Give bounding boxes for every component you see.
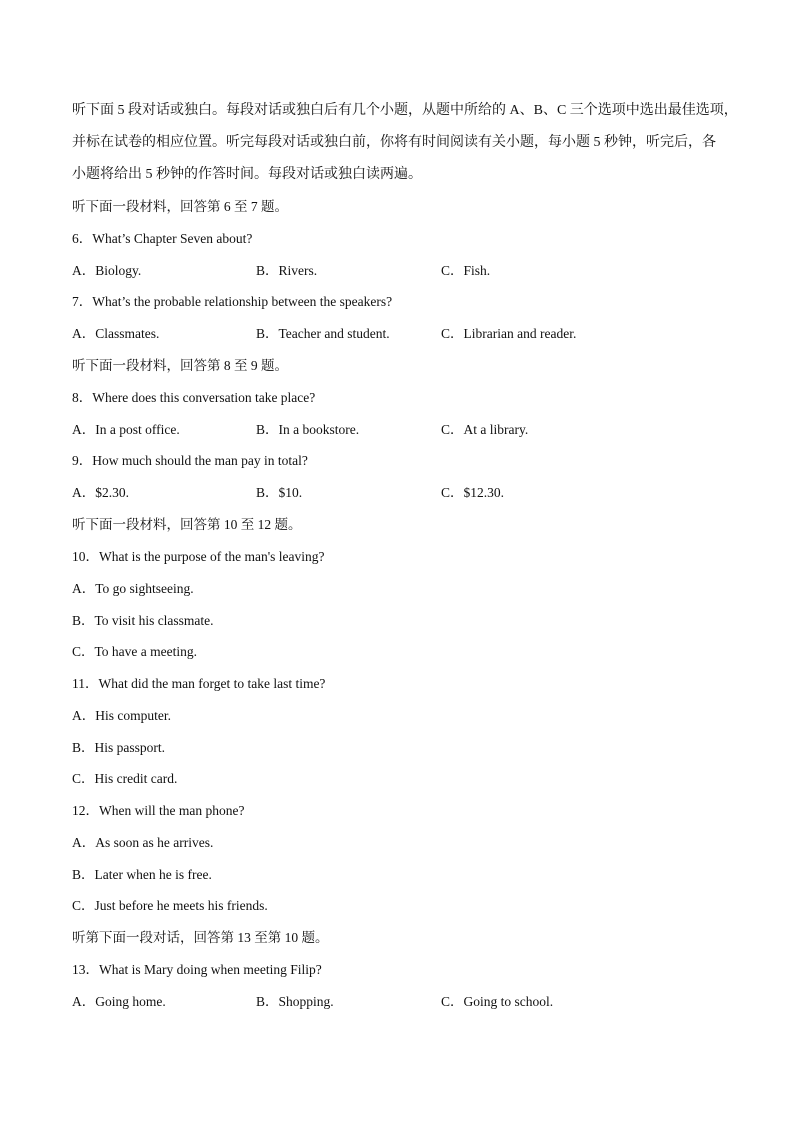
question-12: 12．When will the man phone?: [72, 803, 245, 818]
question-9: 9．How much should the man pay in total?: [72, 453, 308, 468]
question-10: 10．What is the purpose of the man's leaving?: [72, 549, 325, 564]
q13-option-a: A．Going home.: [72, 994, 166, 1009]
q6-option-b: B．Rivers.: [256, 263, 318, 278]
instructions-line-2: 并标在试卷的相应位置。听完每段对话或独白前，你将有时间阅读有关小题，每小题 5 秒钟，听完后，各: [72, 135, 716, 150]
q12-option-c: C．Just before he meets his friends.: [72, 898, 268, 913]
question-6: 6．What’s Chapter Seven about?: [72, 231, 253, 246]
q9-option-b: B．$10.: [256, 485, 303, 500]
section-heading-10-12: 听下面一段材料，回答第 10 至 12 题。: [72, 517, 302, 532]
question-13: 13．What is Mary doing when meeting Filip?: [72, 962, 322, 977]
q7-option-c: C．Librarian and reader.: [441, 326, 577, 341]
instructions-line-1: 听下面 5 段对话或独白。每段对话或独白后有几个小题，从题中所给的 A、B、C 三个选项中选出最佳选项，: [72, 103, 738, 118]
section-heading-6-7: 听下面一段材料，回答第 6 至 7 题。: [72, 199, 288, 214]
question-7: 7．What’s the probable relationship between the speakers?: [72, 294, 393, 309]
q11-option-c: C．His credit card.: [72, 771, 178, 786]
q9-option-a: A．$2.30.: [72, 485, 129, 500]
q8-option-b: B．In a bookstore.: [256, 422, 360, 437]
section-heading-13: 听第下面一段对话，回答第 13 至第 10 题。: [72, 930, 329, 945]
question-11: 11．What did the man forget to take last time?: [72, 676, 326, 691]
q8-option-c: C．At a library.: [441, 422, 529, 437]
q13-option-b: B．Shopping.: [256, 994, 334, 1009]
q10-option-c: C．To have a meeting.: [72, 644, 198, 659]
q10-option-b: B．To visit his classmate.: [72, 613, 214, 628]
q7-option-b: B．Teacher and student.: [256, 326, 390, 341]
q9-option-c: C．$12.30.: [441, 485, 505, 500]
q12-option-a: A．As soon as he arrives.: [72, 835, 214, 850]
q12-option-b: B．Later when he is free.: [72, 867, 212, 882]
q6-option-a: A．Biology.: [72, 263, 142, 278]
instructions-line-3: 小题将给出 5 秒钟的作答时间。每段对话或独白读两遍。: [72, 167, 422, 182]
q10-option-a: A．To go sightseeing.: [72, 581, 194, 596]
section-heading-8-9: 听下面一段材料，回答第 8 至 9 题。: [72, 358, 288, 373]
q8-option-a: A．In a post office.: [72, 422, 180, 437]
q11-option-a: A．His computer.: [72, 708, 171, 723]
q6-option-c: C．Fish.: [441, 263, 491, 278]
question-8: 8．Where does this conversation take place?: [72, 390, 316, 405]
q11-option-b: B．His passport.: [72, 740, 166, 755]
q13-option-c: C．Going to school.: [441, 994, 554, 1009]
q7-option-a: A．Classmates.: [72, 326, 160, 341]
